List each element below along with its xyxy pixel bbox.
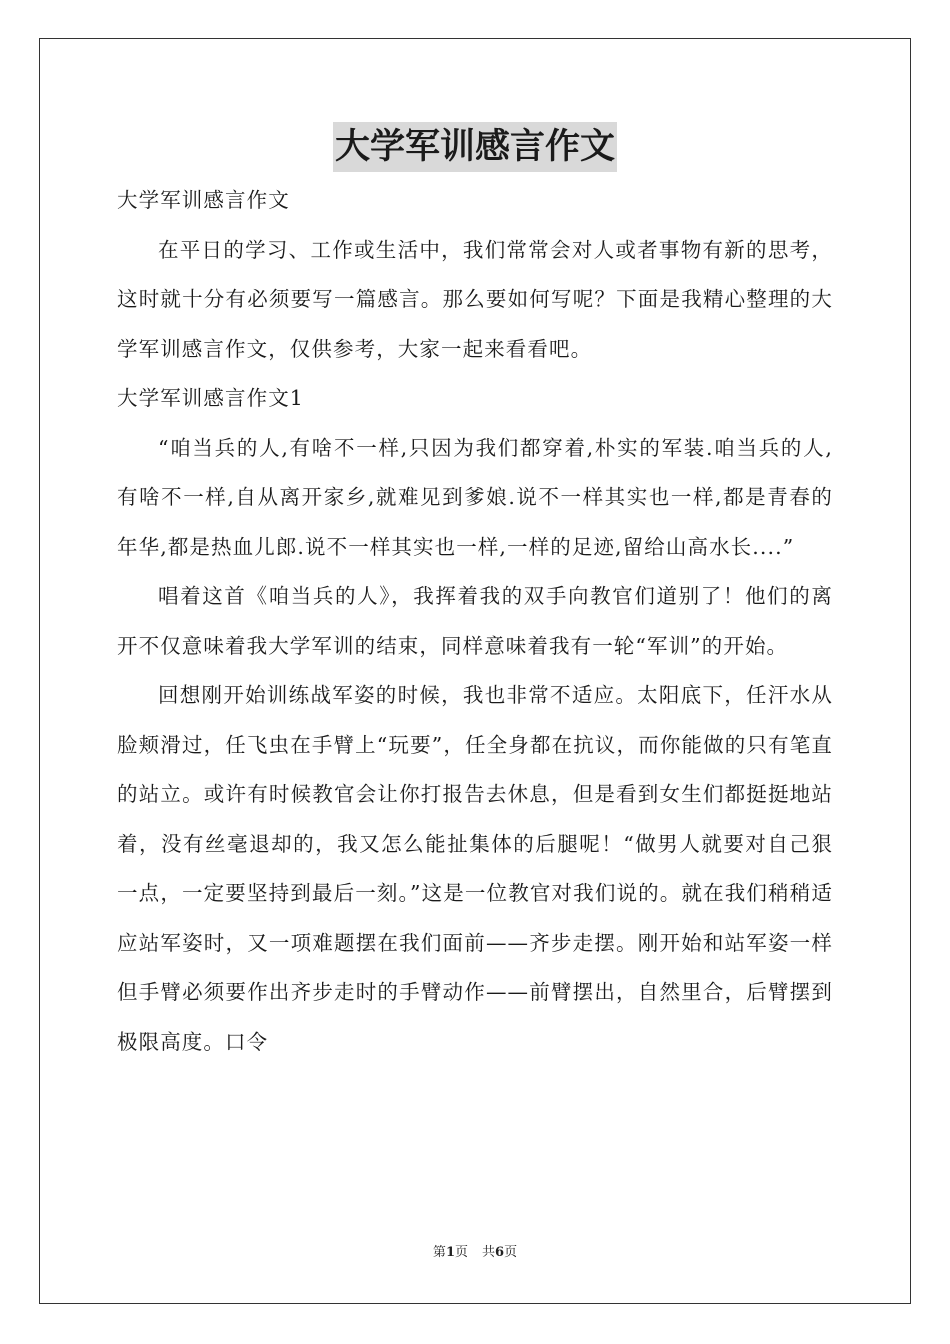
page-footer: [0, 1244, 950, 1262]
document-body: [117, 176, 833, 1067]
intro-paragraph: 在平日的学习、工作或生活中，我们常常会对人或者事物有新的思考，这时就十分有必须要写一篇感言。那么要如何写呢？下面是我精心整理的大学军训感言作文，仅供参考，大家一起来看看吧。: [117, 237, 833, 361]
document-title-text: 大学军训感言作文: [333, 122, 617, 172]
page-prefix: 第: [432, 1245, 446, 1260]
subtitle-paragraph: 大学军训感言作文: [117, 188, 290, 212]
farewell-paragraph: 唱着这首《咱当兵的人》，我挥着我的双手向教官们道别了！他们的离开不仅意味着我大学军训的结束，同样意味着我有一轮“军训”的开始。: [117, 584, 833, 658]
page-suffix: 页: [454, 1245, 468, 1260]
total-suffix: 页: [504, 1245, 518, 1260]
song-lyrics-paragraph: “咱当兵的人,有啥不一样,只因为我们都穿着,朴实的军装.咱当兵的人,有啥不一样,自从离开家乡,就难见到爹娘.说不一样其实也一样,都是青春的年华,都是热血儿郎.说不一样其实也一样,一样的足迹,留给山高水长....”: [117, 435, 833, 559]
page-total-number: 6: [495, 1245, 505, 1260]
total-prefix: 共: [482, 1245, 496, 1260]
section-heading: 大学军训感言作文1: [117, 386, 304, 410]
document-title: [0, 122, 950, 172]
training-recollection-paragraph: 回想刚开始训练战军姿的时候，我也非常不适应。太阳底下，任汗水从脸颊滑过，任飞虫在手臂上“玩要”，任全身都在抗议，而你能做的只有笔直的站立。或许有时候教官会让你打报告去休息，但是看到女生们都挺挺地站着，没有丝毫退却的，我又怎么能扯集体的后腿呢！“做男人就要对自己狠一点，一定要坚持到最后一刻。”这是一位教官对我们说的。就在我们稍稍适应站军姿时，又一项难题摆在我们面前——齐步走摆。刚开始和站军姿一样但手臂必须要作出齐步走时的手臂动作——前臂摆出，自然里合，后臂摆到极限高度。口令: [117, 683, 833, 1054]
page-current-number: 1: [445, 1245, 455, 1260]
